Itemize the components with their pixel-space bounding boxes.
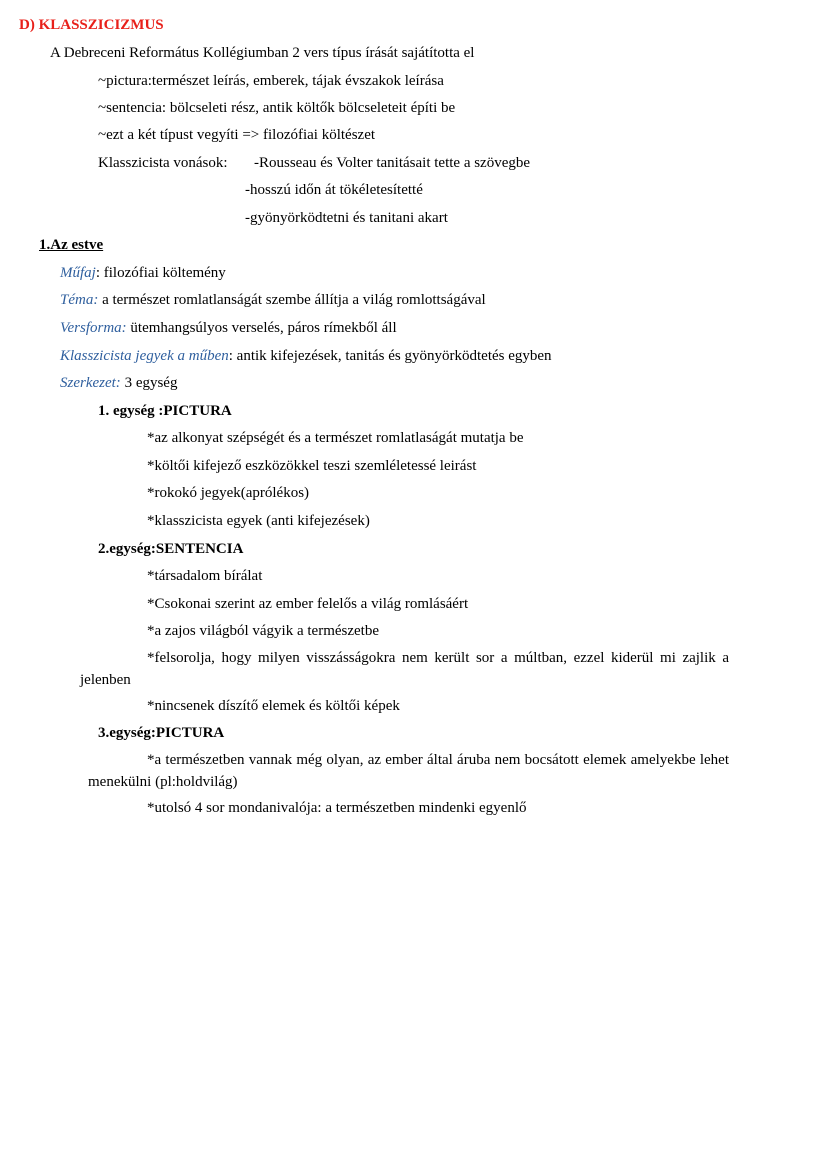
field-text: ütemhangsúlyos verselés, páros rímekből áll <box>126 320 397 336</box>
classicist-label: Klasszicista vonások: <box>98 155 228 171</box>
unit-title: 3.egység:PICTURA <box>98 725 225 741</box>
field-label: Versforma: <box>60 320 127 336</box>
type-combined: ~ezt a két típust vegyíti => filozófiai költészet <box>98 127 376 143</box>
field-text: 3 egység <box>120 375 178 391</box>
field-label: Klasszicista jegyek a műben <box>60 348 229 364</box>
field-szerkezet <box>60 374 177 392</box>
unit-item: *rokokó jegyek(aprólékos) <box>147 485 310 501</box>
field-separator: : <box>228 348 233 364</box>
intro-line: A Debreceni Református Kollégiumban 2 vers típus írását sajátította el <box>50 45 475 61</box>
unit-item: *társadalom bírálat <box>147 568 263 584</box>
field-versforma <box>60 319 397 337</box>
classicist-item: -gyönyörködtetni és tanitani akart <box>245 210 448 226</box>
unit-item: *az alkonyat szépségét és a természet romlatlaságát mutatja be <box>147 430 524 446</box>
type-sentencia: ~sentencia: bölcseleti rész, antik költők bölcseleteit építi be <box>98 100 456 116</box>
field-label: Szerkezet: <box>60 375 121 391</box>
field-text: antik kifejezések, tanitás és gyönyörködtetés egyben <box>232 348 552 364</box>
field-text: filozófiai költemény <box>100 265 226 281</box>
unit-item: *felsorolja, hogy milyen visszásságokra nem került sor a múltban, ezzel kiderül mi zajlik a jelenben <box>80 650 729 688</box>
unit-item: *nincsenek díszítő elemek és költői képek <box>147 698 400 714</box>
field-text: a természet romlatlanságát szembe állítja a világ romlottságával <box>98 292 486 308</box>
poem-title: 1.Az estve <box>39 237 104 253</box>
unit-item: *utolsó 4 sor mondanivalója: a természetben mindenki egyenlő <box>147 800 527 816</box>
field-tema <box>60 291 486 309</box>
field-klasszicista-jegyek <box>60 347 552 365</box>
unit-title: 2.egység:SENTENCIA <box>98 541 244 557</box>
classicist-item: -Rousseau és Volter tanitásait tette a szövegbe <box>254 155 531 171</box>
unit-title: 1. egység :PICTURA <box>98 403 232 419</box>
field-label: Téma: <box>60 292 99 308</box>
field-label: Műfaj <box>60 265 96 281</box>
classicist-item: -hosszú időn át tökéletesítetté <box>245 182 423 198</box>
unit-item: *költői kifejező eszközökkel teszi szemléletessé leirást <box>147 458 477 474</box>
field-mufaj <box>60 264 226 282</box>
section-heading: D) KLASSZICIZMUS <box>19 17 164 33</box>
unit-item: *a természetben vannak még olyan, az ember által áruba nem bocsátott elemek amelyekbe lehet menekülni (pl:holdvilág) <box>88 752 729 790</box>
field-separator: : <box>95 265 101 281</box>
unit-item: *klasszicista egyek (anti kifejezések) <box>147 513 370 529</box>
unit-item: *a zajos világból vágyik a természetbe <box>147 623 379 639</box>
type-pictura: ~pictura:természet leírás, emberek, tájak évszakok leírása <box>98 73 444 89</box>
unit-item: *Csokonai szerint az ember felelős a világ romlásáért <box>147 596 469 612</box>
